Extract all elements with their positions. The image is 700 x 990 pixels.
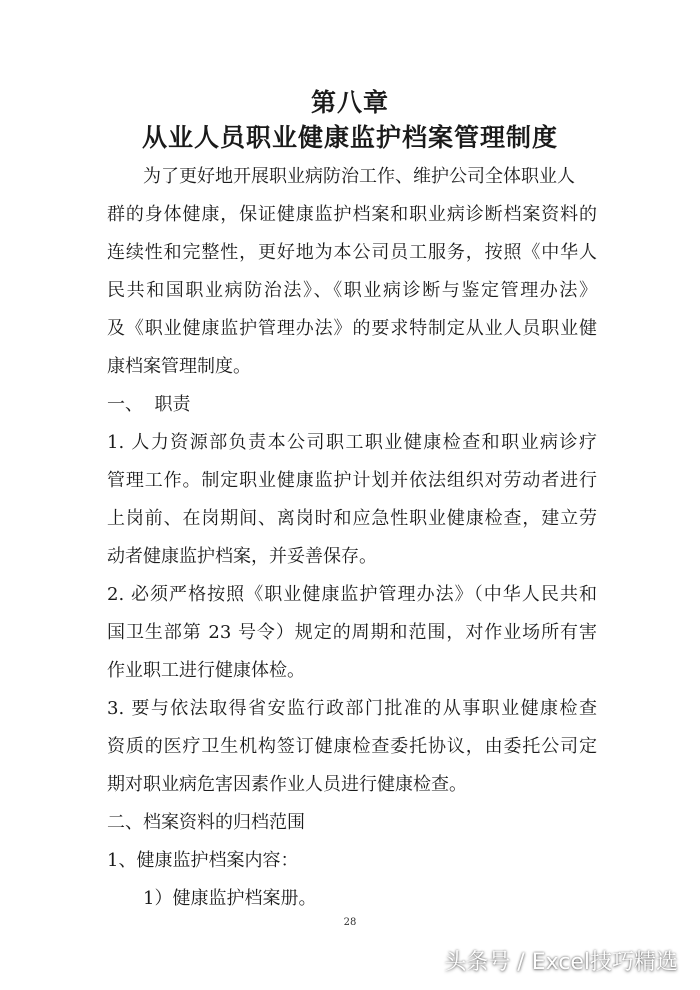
item-1-line-4: 动者健康监护档案，并妥善保存。 bbox=[107, 546, 377, 567]
chapter-number: 第八章 bbox=[310, 88, 389, 117]
paragraph-intro-line-2: 群的身体健康，保证健康监护档案和职业病诊断档案资料的 bbox=[107, 204, 597, 225]
paragraph-intro-line-1: 为了更好地开展职业病防治工作、维护公司全体职业人 bbox=[143, 166, 575, 187]
section-heading-archive-scope: 二、档案资料的归档范围 bbox=[107, 812, 305, 833]
paragraph-intro-line-3: 连续性和完整性，更好地为本公司员工服务，按照《中华人 bbox=[107, 242, 597, 263]
subsection-heading-health-records: 1、健康监护档案内容： bbox=[107, 850, 299, 871]
item-1-line-3: 上岗前、在岗期间、离岗时和应急性职业健康检查，建立劳 bbox=[107, 508, 597, 529]
item-3-line-1: 3. 要与依法取得省安监行政部门批准的从事职业健康检查 bbox=[107, 698, 597, 719]
paragraph-intro-line-4: 民共和国职业病防治法》、《职业病诊断与鉴定管理办法》 bbox=[107, 280, 597, 301]
item-2-line-3: 作业职工进行健康体检。 bbox=[107, 660, 305, 681]
item-1-line-1: 1. 人力资源部负责本公司职工职业健康检查和职业病诊疗 bbox=[107, 432, 597, 453]
item-2-line-1: 2. 必须严格按照《职业健康监护管理办法》（中华人民共和 bbox=[107, 584, 597, 605]
chapter-title: 从业人员职业健康监护档案管理制度 bbox=[141, 123, 558, 152]
paragraph-intro-line-5: 及《职业健康监护管理办法》的要求特制定从业人员职业健 bbox=[107, 318, 597, 339]
page-number: 28 bbox=[343, 917, 357, 928]
list-item-health-record-book: 1）健康监护档案册。 bbox=[143, 888, 317, 909]
item-3-line-3: 期对职业病危害因素作业人员进行健康检查。 bbox=[107, 774, 467, 795]
item-1-line-2: 管理工作。制定职业健康监护计划并依法组织对劳动者进行 bbox=[107, 470, 597, 491]
item-3-line-2: 资质的医疗卫生机构签订健康检查委托协议，由委托公司定 bbox=[107, 736, 597, 757]
paragraph-intro-line-6: 康档案管理制度。 bbox=[107, 356, 251, 377]
item-2-line-2: 国卫生部第 23 号令）规定的周期和范围，对作业场所有害 bbox=[107, 622, 597, 643]
section-heading-duties: 一、 职责 bbox=[107, 394, 191, 415]
watermark: 头条号 / Excel技巧精选 bbox=[444, 950, 678, 975]
